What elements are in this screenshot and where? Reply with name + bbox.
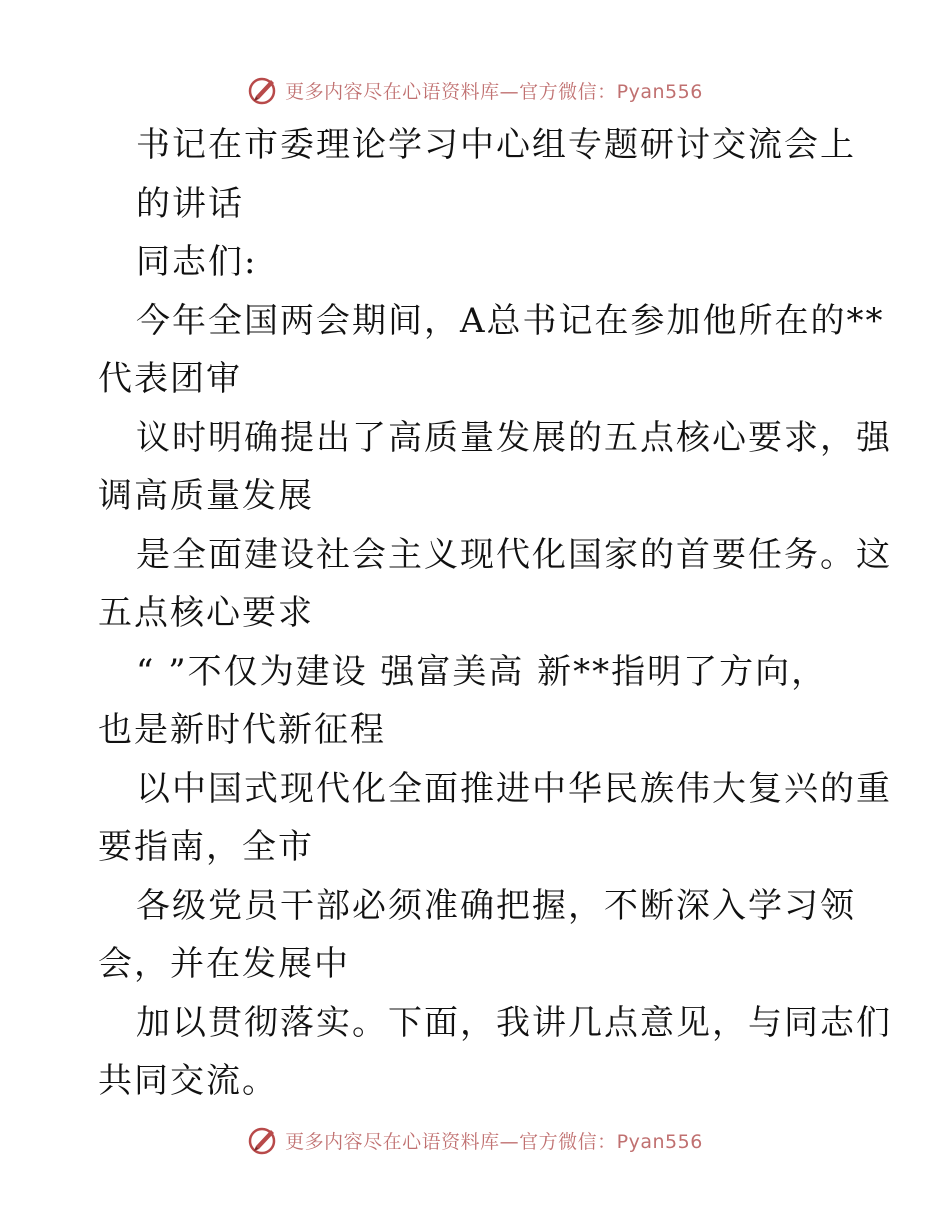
footer-watermark bbox=[0, 1120, 950, 1160]
document-title-line-2: 的讲话 bbox=[136, 183, 244, 224]
salutation: 同志们: bbox=[136, 242, 258, 282]
pen-logo-icon bbox=[247, 1124, 279, 1156]
paragraph-line: 五点核心要求 bbox=[98, 593, 314, 633]
paragraph-line: 以中国式现代化全面推进中华民族伟大复兴的重 bbox=[136, 768, 892, 809]
paragraph-line: 也是新时代新征程 bbox=[98, 710, 386, 750]
paragraph-line: 今年全国两会期间，A总书记在参加他所在的** bbox=[136, 300, 885, 341]
paragraph-line: “ ”不仅为建设 强富美高 新**指明了方向， bbox=[136, 651, 828, 692]
paragraph-line: 要指南，全市 bbox=[98, 827, 314, 867]
paragraph-line: 共同交流。 bbox=[98, 1061, 278, 1101]
paragraph-line: 代表团审 bbox=[98, 359, 242, 399]
watermark-text: 更多内容尽在心语资料库—官方微信：Pyan556 bbox=[285, 80, 703, 103]
paragraph-line: 加以贯彻落实。下面，我讲几点意见，与同志们 bbox=[136, 1002, 892, 1043]
paragraph-line: 调高质量发展 bbox=[98, 476, 314, 516]
document-title-line-1: 书记在市委理论学习中心组专题研讨交流会上 bbox=[136, 125, 856, 165]
paragraph-line: 是全面建设社会主义现代化国家的首要任务。这 bbox=[136, 534, 892, 575]
paragraph-line: 会，并在发展中 bbox=[98, 944, 350, 984]
paragraph-line: 各级党员干部必须准确把握，不断深入学习领 bbox=[136, 885, 856, 926]
watermark-text: 更多内容尽在心语资料库—官方微信：Pyan556 bbox=[285, 1130, 703, 1153]
paragraph-line: 议时明确提出了高质量发展的五点核心要求，强 bbox=[136, 417, 892, 458]
pen-logo-icon bbox=[247, 74, 279, 106]
header-watermark bbox=[0, 70, 950, 110]
document-body bbox=[98, 116, 892, 1111]
